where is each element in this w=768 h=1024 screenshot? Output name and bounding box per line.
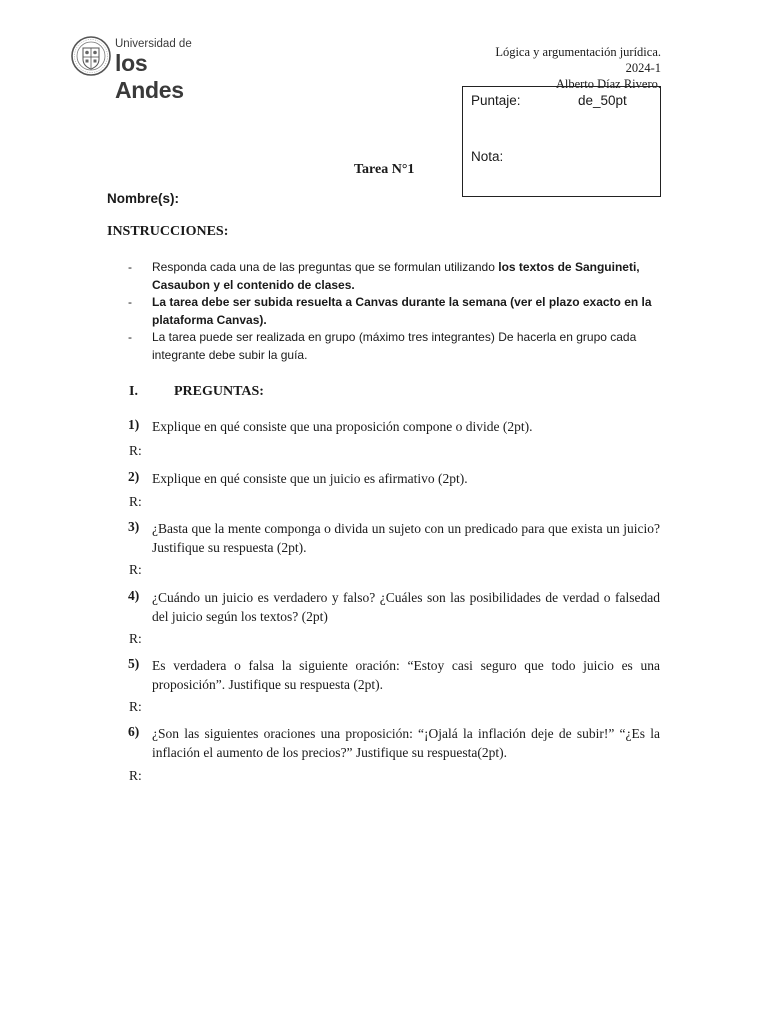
question-number: 5) [128,656,140,671]
question-text: Explique en qué consiste que una proposición compone o divide (2pt). [152,419,533,434]
section-title: PREGUNTAS: [174,384,264,399]
question-number: 1) [128,417,140,432]
answer-label: R: [129,494,142,509]
answer-label: R: [129,443,142,458]
list-item [128,329,662,364]
question-text: Es verdadera o falsa la siguiente oración: “Estoy casi seguro que todo juicio es una proposición”. Justifique su respuesta (2pt). [152,658,660,692]
score-label: Puntaje: [471,93,521,108]
course-term: 2024-1 [625,61,661,75]
question-number: 6) [128,724,140,739]
instruction-text: La tarea puede ser realizada en grupo (máximo tres integrantes) De hacerla en grupo cada integrante debe subir la guía. [152,330,637,362]
course-name: Lógica y argumentación jurídica. [495,45,661,59]
instructions-heading: INSTRUCCIONES: [107,224,229,239]
question-number: 3) [128,519,140,534]
bullet-dash: - [128,295,132,309]
question-text: ¿Cuándo un juicio es verdadero y falso? ¿Cuáles son las posibilidades de verdad o falsedad del juicio según los textos? (2pt) [152,590,660,624]
logo-line-2: los Andes [115,50,184,103]
question-text: ¿Son las siguientes oraciones una proposición: “¡Ojalá la inflación deje de subir!” “¿Es la inflación el aumento de los precios?” Justifique su respuesta(2pt). [152,726,660,760]
question-text: Explique en qué consiste que un juicio es afirmativo (2pt). [152,471,468,486]
list-item [128,294,662,329]
question-number: 4) [128,588,140,603]
logo-line-1: Universidad de [115,38,192,50]
bullet-dash: - [128,260,132,274]
answer-label: R: [129,699,142,714]
list-item [128,259,662,294]
instruction-bold-text: La tarea debe ser subida resuelta a Canvas durante la semana (ver el plazo exacto en la plataforma Canvas). [152,295,652,327]
answer-label: R: [129,631,142,646]
names-label: Nombre(s): [107,191,180,206]
answer-label: R: [129,768,142,783]
university-seal-icon [70,28,112,86]
instruction-bold-text: los textos de Sanguineti, Casaubon y el contenido de clases. [152,260,640,292]
answer-label: R: [129,562,142,577]
bullet-dash: - [128,330,132,344]
university-logo [70,28,220,103]
score-value: de_50pt [578,93,627,108]
question-text: ¿Basta que la mente componga o divida un sujeto con un predicado para que exista un juicio? Justifique su respuesta (2pt). [152,521,660,555]
grade-label: Nota: [471,149,504,164]
instruction-text: Responda cada una de las preguntas que se formulan utilizando [152,260,499,274]
page-title: Tarea N°1 [354,162,415,177]
instructions-list [128,259,662,364]
section-number: I. [129,384,138,399]
course-professor: Alberto Díaz Rivero. [555,77,661,91]
question-number: 2) [128,469,140,484]
score-box [462,86,661,197]
